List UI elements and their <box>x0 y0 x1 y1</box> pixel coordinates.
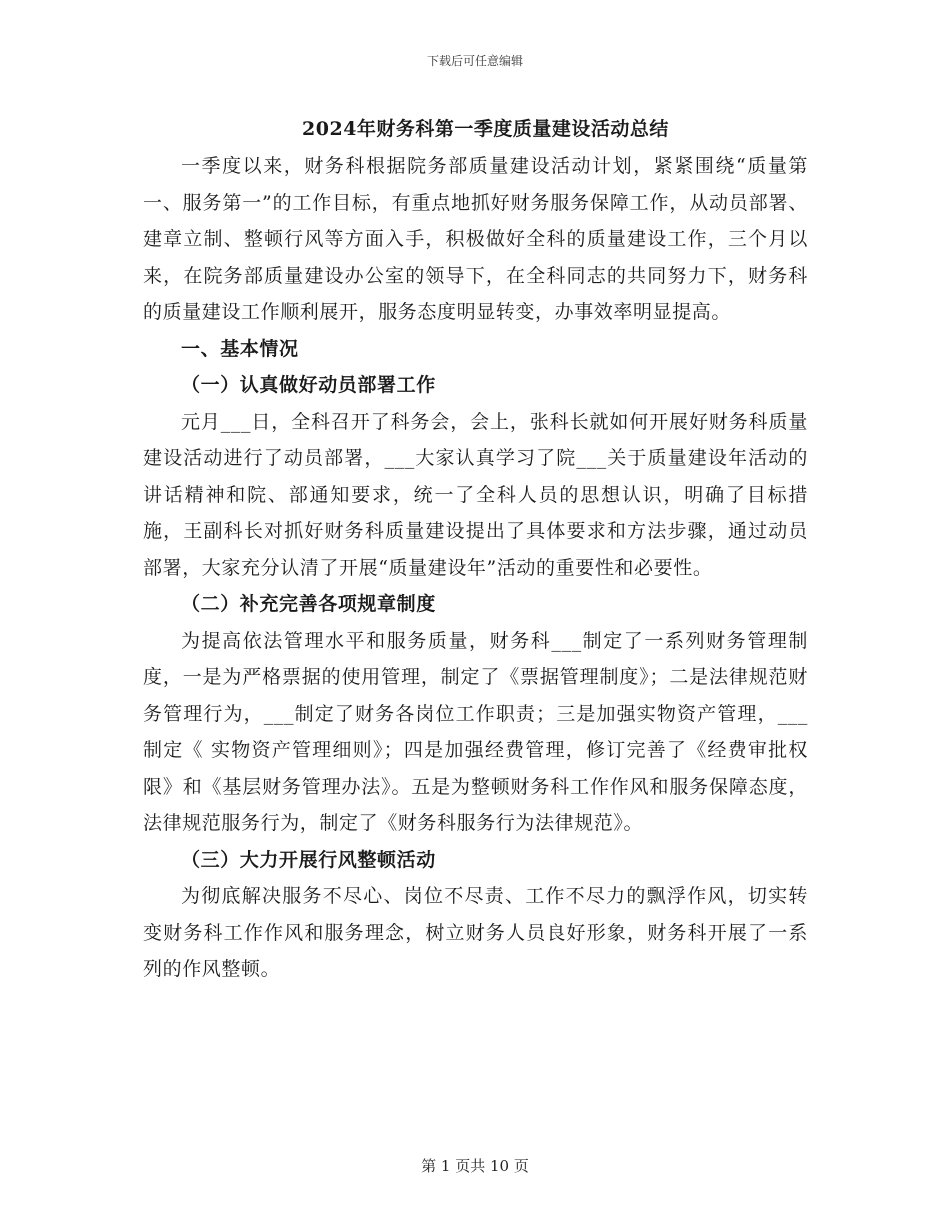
subsection-body-2: 为提高依法管理水平和服务质量，财务科___制定了一系列财务管理制度，一是为严格票据的使用管理，制定了《票据管理制度》；二是法律规范财务管理行为，___制定了财务各岗位工作职责；三是加强实物资产管理，___制定《 实物资产管理细则》；四是加强经费管理，修订完善了《经费审批权限》和《基层财务管理办法》。五是为整顿财务科工作作风和服务保障态度，法律规范服务行为，制定了《财务科服务行为法律规范》。 <box>143 629 808 834</box>
subsection-heading-3: （三）大力开展行风整顿活动 <box>181 848 436 871</box>
subsection-heading-2: （二）补充完善各项规章制度 <box>181 593 436 615</box>
subsection-body-1: 元月___日，全科召开了科务会，会上，张科长就如何开展好财务科质量建设活动进行了动员部署，___大家认真学习了院___关于质量建设年活动的讲话精神和院、部通知要求，统一了全科人员的思想认识，明确了目标措施，王副科长对抓好财务科质量建设提出了具体要求和方法步骤，通过动员部署，大家充分认清了开展“质量建设年”活动的重要性和必要性。 <box>143 410 808 579</box>
page-number: 第 1 页共 10 页 <box>421 1157 529 1175</box>
section-heading-basic: 一、基本情况 <box>181 337 299 360</box>
header-note: 下载后可任意编辑 <box>426 54 523 68</box>
subsection-heading-1: （一）认真做好动员部署工作 <box>181 374 436 396</box>
subsection-body-3: 为彻底解决服务不尽心、岗位不尽责、工作不尽力的飘浮作风，切实转变财务科工作作风和服务理念，树立财务人员良好形象，财务科开展了一系列的作风整顿。 <box>143 885 808 980</box>
document-title: 2024年财务科第一季度质量建设活动总结 <box>302 118 669 140</box>
document-body <box>143 112 808 988</box>
intro-paragraph: 一季度以来，财务科根据院务部质量建设活动计划，紧紧围绕“质量第一、服务第一”的工作目标，有重点地抓好财务服务保障工作，从动员部署、建章立制、整顿行风等方面入手，积极做好全科的质量建设工作，三个月以来，在院务部质量建设办公室的领导下，在全科同志的共同努力下，财务科的质量建设工作顺利展开，服务态度明显转变，办事效率明显提高。 <box>143 155 808 323</box>
